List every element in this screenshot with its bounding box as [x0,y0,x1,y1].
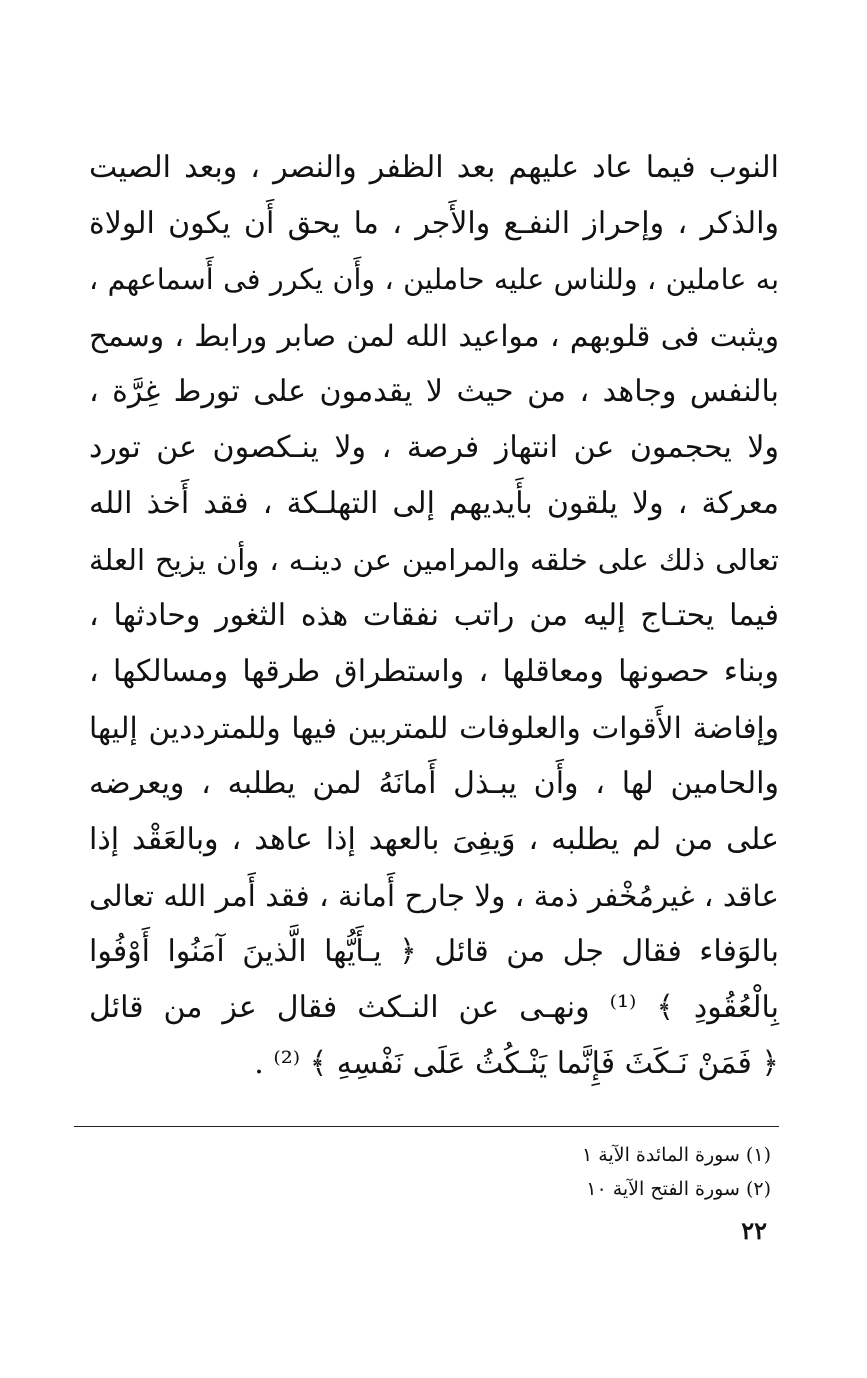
text-line-11: وإفاضة الأَقوات والعلوفات للمتربين فيها وللمترددين إليها [89,711,779,745]
footnote-1: (١) سورة المائدة الآية ١ [582,1144,771,1166]
text-line-7: معركة ، ولا يلقون بأَيديهم إلى التهلـكة ، فقد أَخذ الله [89,486,779,521]
text-line-16: بِالْعُقُودِ ﴾ ⁽¹⁾ ونهـى عن النـكث فقال عز من قائل [89,990,779,1025]
text-line-1: النوب فيما عاد عليهم بعد الظفر والنصر ، وبعد الصيت [89,150,779,185]
text-line-15: بالوَفاء فقال جل من قائل ﴿ يـأَيُّها الَّذينَ آمَنُوا أَوْفُوا [89,934,779,969]
text-line-4: ويثبت فى قلوبهم ، مواعيد الله لمن صابر ورابط ، وسمح [89,319,779,353]
text-line-8: تعالى ذلك على خلقه والمرامين عن دينـه ، وأن يزيح العلة [89,543,779,577]
text-line-5: بالنفس وجاهد ، من حيث لا يقدمون على تورط غِرَّة ، [89,374,779,409]
text-line-17: ﴿ فَمَنْ نَـكَثَ فَإِنَّما يَنْـكُثُ عَلَى نَفْسِهِ ﴾ ⁽²⁾ . [254,1046,779,1081]
text-line-9: فيما يحتـاج إليه من راتب نفقات هذه الثغور وحادثها ، [89,598,779,633]
text-line-12: والحامين لها ، وأَن يبـذل أَمانَهُ لمن يطلبه ، ويعرضه [89,766,779,801]
text-line-3: به عاملين ، وللناس عليه حاملين ، وأَن يكرر فى أَسماعهم ، [89,263,779,296]
page-number: ٢٢ [741,1216,767,1245]
text-line-13: على من لم يطلبه ، وَيفِىَ بالعهد إذا عاهد ، وبالعَقْد إذا [89,822,779,857]
text-line-6: ولا يحجمون عن انتهاز فرصة ، ولا ينـكصون عن تورد [89,430,779,465]
text-line-2: والذكر ، وإحراز النفـع والأَجر ، ما يحق أَن يكون الولاة [89,206,779,241]
body-text [89,140,779,1092]
footnote-divider [74,1126,779,1127]
footnote-2: (٢) سورة الفتح الآية ١٠ [586,1178,771,1200]
text-line-14: عاقد ، غيرمُخْفر ذمة ، ولا جارح أَمانة ، فقد أَمر الله تعالى [89,879,779,913]
footnotes [371,1138,771,1206]
text-line-10: وبناء حصونها ومعاقلها ، واستطراق طرقها ومسالكها ، [89,654,779,689]
